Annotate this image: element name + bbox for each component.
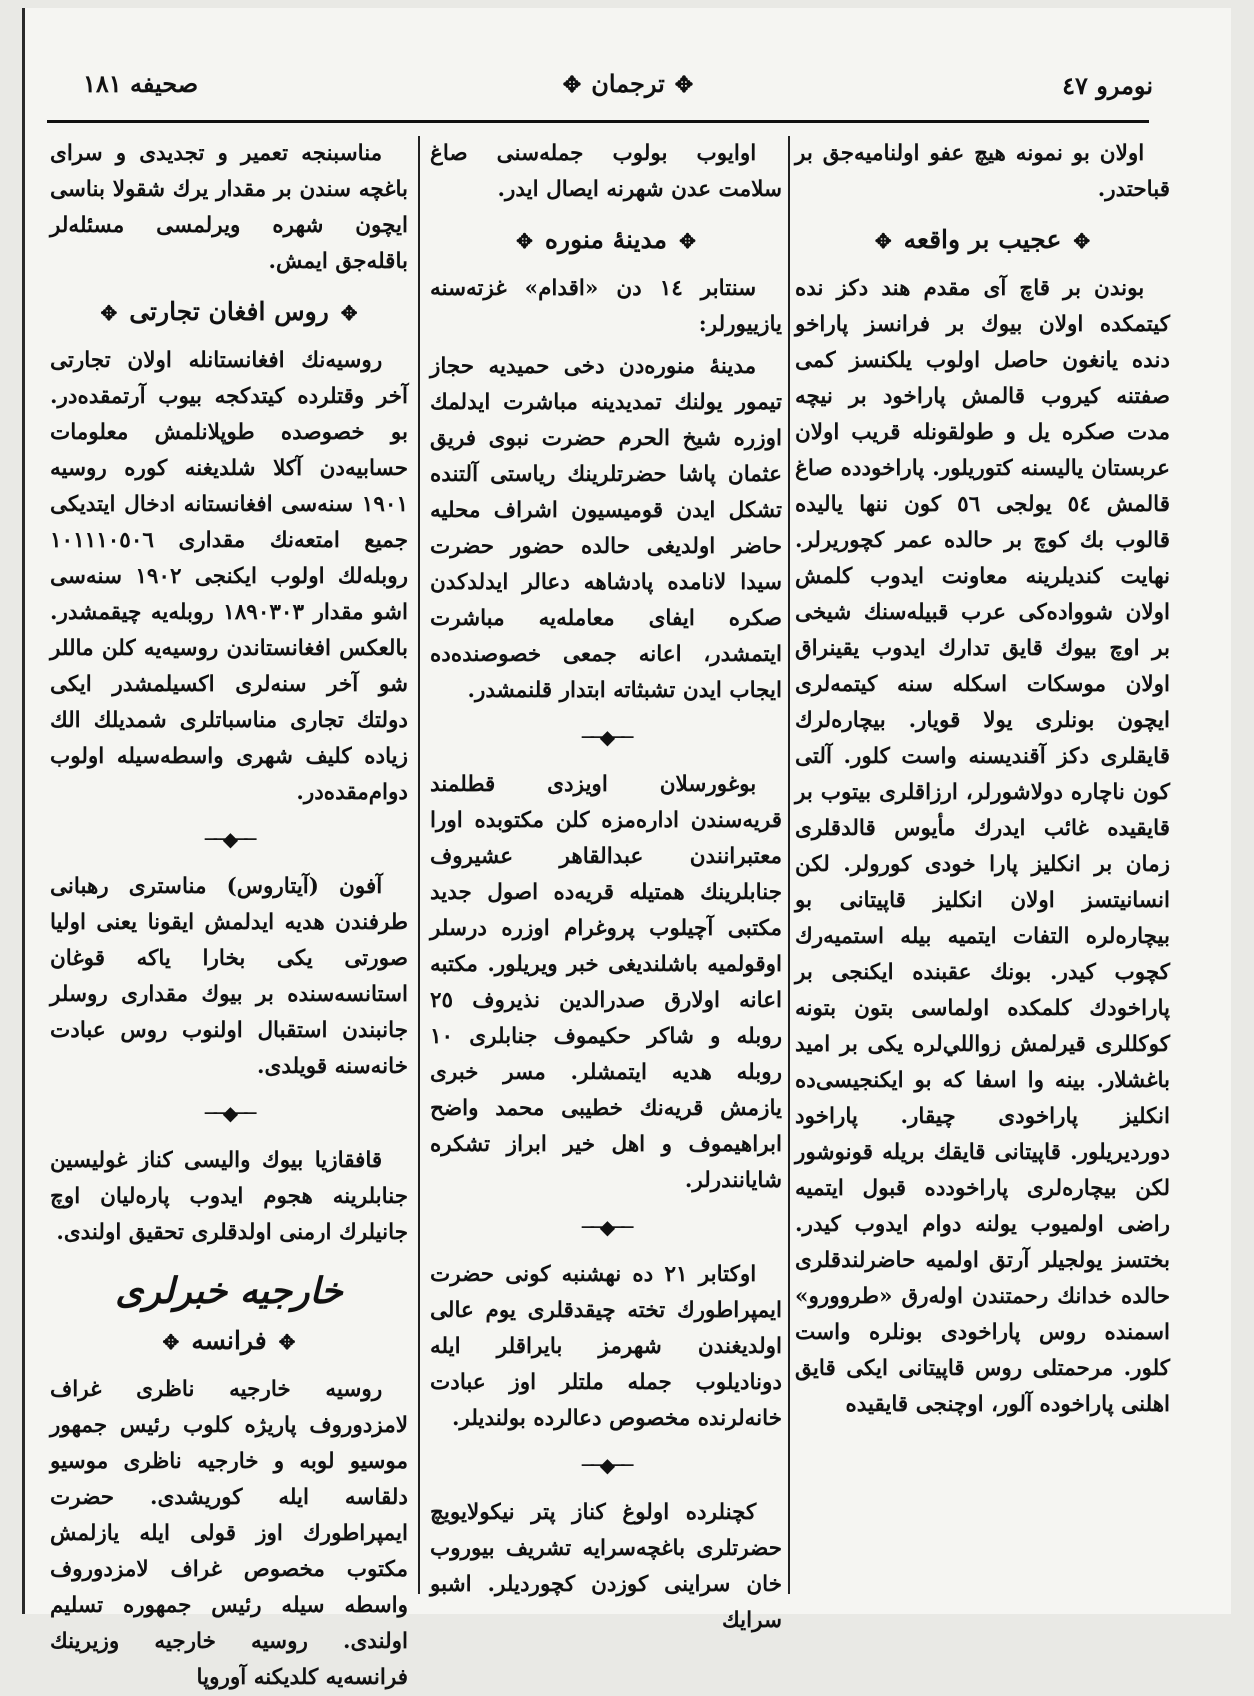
paragraph: روسيه خارجيه ناظری غراف لامزدوروف پاريژه كلوب رئيس جمهور موسيو لوبه و خارجيه ناظری موسيو دلقاسه ايله كوريشدی. حضرت ايمپراطورك اوز قولی ايله يازلمش مكتوب مخصوص غراف لامزدوروف واسطه سيله رئيس جمهوره تسليم اولندی. روسيه خارجيه وزيرينك فرانسه‌يه كلديكنه آوروپا — [50, 1377, 408, 1690]
column-left — [50, 136, 408, 1690]
ornament-icon: ✥ — [674, 72, 694, 98]
separator-icon: ──◆── — [581, 725, 631, 749]
column-divider — [418, 136, 420, 1594]
ornament-icon: ✥ — [162, 1330, 180, 1354]
newspaper-page — [22, 8, 1231, 1690]
column-right — [795, 136, 1170, 1594]
paragraph: سنتابر ١٤ دن «اقدام» غزته‌سنه يازييورلر: — [430, 276, 782, 337]
ornament-icon: ✥ — [100, 301, 118, 325]
page-number: صحيفه ١٨١ — [83, 69, 199, 98]
foreign-news-title: خارجيه خبرلری — [115, 1270, 343, 1312]
ornament-icon: ✥ — [874, 229, 892, 253]
newspaper-title — [553, 69, 703, 98]
paragraph: بوندن بر قاچ آی مقدم هند دكز نده كيتمكده اولان بيوك بر فرانسز پاراخو دنده يانغون حاصل اولوب يلكنسز كمی صفتنه كيروب قالمش پاراخود بر نيچه مدت صكره يل و طولقونله قريب اولان عربستان ياليسنه كتوريلور. پاراخودده صاغ قالمش ٥٤ يولجی ٥٦ كون ننها ياليده قالوب بك كوچ بر حالده عمر كچوريرلر. نهايت كنديلرينه معاونت ايدوب كلمش اولان شوواده‌كی عرب قبيله‌سنك شيخی بر اوچ بيوك قايق تدارك ايدوب يقينراق اولان موسكات اسكله سنه كيتمه‌لری ايچون بونلری يولا قويار. بيچاره‌لرك قايقلری دكز آقندیسنه واست كلور. آلتی كون ناچاره دولاشورلر، ارزاقلری بيتوب بر قايقيده غائب ايدرك مأيوس قالدقلری زمان بر انكليز پارا خودی كورولر. لكن انسانيتسز اولان انكليز قاپيتانی بو بيچاره‌لره التفات ايتميه بيله استميه‌رك كچوب كيدر. بونك عقبنده ايكنجی بر پاراخودك كلمكده اولماسی بتون بتونه كوكللری قيرلمش زواللي‌لره يكی بر اميد باغشلار. بينه وا اسفا كه بو ايكنجيسی‌ده انكليز پاراخودی چيقار. پاراخود دوردیريلور. قاپيتانی قايقك بريله قونوشور لكن بيچاره‌لری پاراخودده قبول ايتميه راضی اولميوب يولنه دوام ايدوب كيدر. بختسز يولجيلر آرتق اولميه حاضرلندقلری حالده خدانك رحمتندن اوله‌رق «طروورو» اسمنده روس پاراخودی بونلره واست كلور. مرحمتلی روس قاپيتانی ايكی قايق اهلنی پاراخوده آلور، اوچنجی قايقيده — [795, 276, 1170, 1417]
paragraph: مدينۀ منوره‌دن دخی حميديه حجاز تيمور يولنك تمديدينه مباشرت ايدلمك اوزره شيخ الحرم حضرت نبوی فريق عثمان پاشا حضرتلرينك رياستی آلتنده تشكل ايدن قوميسيون اشراف محليه حاضر اولديغی حالده حضور حضرت سيدا لانامده پادشاهه دعالر ايدلدكدن صكره ايفای معامله‌يه مباشرت ايتمشدر، اعانه جمعی خصوصنده‌ده ايجاب ايدن تشبثاته ابتدار قلنمشدر. — [430, 354, 782, 703]
issue-number: نومرو ٤٧ — [1062, 71, 1153, 100]
heading-text: عجيب بر واقعه — [903, 225, 1062, 254]
ornament-icon: ✥ — [340, 301, 358, 325]
section-heading — [50, 1323, 408, 1360]
paragraph: آفون (آيتاروس) مناستری رهبانی طرفندن هديه ايدلمش ايقونا يعنی اوليا صورتی يكی بخارا ياكه قوغان استانسه‌سنده بر بيوك مقداری روسلر جانبندن استقبال اولنوب روس عبادت خانه‌سنه قويلدی. — [50, 874, 408, 1079]
ornament-icon: ✥ — [679, 229, 696, 253]
column-divider — [788, 136, 790, 1594]
heading-text: فرانسه — [191, 1326, 267, 1355]
header-rule — [47, 120, 1149, 123]
separator-icon: ──◆── — [204, 1101, 254, 1125]
ornament-icon: ✥ — [562, 72, 582, 98]
separator-icon: ──◆── — [204, 827, 254, 851]
paragraph: بوغورسلان اويزدی قطلمند قريه‌سندن اداره‌مزه كلن مكتوبده اورا معتبرانندن عبدالقاهر عشيروف جنابلرينك همتيله قريه‌ده اصول جديد مكتبی آچيلوب پروغرام اوزره درسلر اوقولميه باشلنديغی خبر ويريلور. مكتبه اعانه اولارق صدرالدين نذيروف ٢٥ روبله و شاكر حكيموف جنابلری ١٠ روبله هديه ايتمشلر. مسر خبری يازمش قريه‌نك خطيبی محمد واضح ابراهيموف و اهل خير ابراز تشكره شايانندرلر. — [430, 772, 782, 1193]
heading-text: مدينۀ منوره — [544, 225, 668, 254]
paragraph: اوكتابر ٢١ ده نهشنبه كونی حضرت ايمپراطورك تخته چيقدقلری يوم عالی اولديغندن شهرمز بايراقلر ايله دوناديلوب جمله ملتلر اوز عبادت خانه‌لرنده مخصوص دعالرده بولنديلر. — [430, 1262, 782, 1431]
separator-icon: ──◆── — [581, 1215, 631, 1239]
paragraph: كچنلرده اولوغ كناز پتر نيكولايويچ حضرتلری باغچه‌سرايه تشريف بيوروب خان سراينی كوزدن كچورديلر. اشبو سرايك — [430, 1500, 782, 1633]
section-heading — [50, 294, 408, 331]
section-heading — [430, 222, 782, 259]
paragraph: اولان بو نمونه هيچ عفو اولناميه‌جق بر قباحتدر. — [795, 141, 1170, 202]
separator-icon: ──◆── — [581, 1453, 631, 1477]
ornament-icon: ✥ — [516, 229, 533, 253]
paragraph: مناسبنجه تعمير و تجديدی و سرای باغچه سندن بر مقدار يرك شقولا بناسی ايچون شهره ويرلمسی مسئله‌لر باقله‌جق ايمش. — [50, 141, 408, 274]
ornament-icon: ✥ — [278, 1330, 296, 1354]
heading-text: روس افغان تجارتی — [129, 297, 329, 326]
section-heading — [795, 222, 1170, 259]
page-header — [43, 63, 1213, 103]
paragraph: قافقازيا بيوك واليسی كناز غوليسين جنابلرينه هجوم ايدوب پاره‌ليان اوچ جانيلرك ارمنی اولدقلری تحقيق اولندی. — [50, 1148, 408, 1245]
column-middle — [430, 136, 782, 1633]
paragraph: اوايوب بولوب جمله‌سنی صاغ سلامت عدن شهرنه ايصال ايدر. — [430, 141, 782, 202]
paragraph: روسيه‌نك افغانستانله اولان تجارتی آخر وقتلرده كيتدكجه بيوب آرتمقده‌در. بو خصوصده طوپلانلمش معلومات حسابيه‌دن آكلا شلديغنه كوره روسيه ١٩٠١ سنه‌سی افغانستانه ادخال ايتديكی جميع امتعه‌نك مقداری ١٠١١١٠٥٠٦ روبله‌لك اولوب ايكنجی ١٩٠٢ سنه‌سی اشو مقدار ١٨٩٠٣٠٣ روبله‌يه چيقمشدر. بالعكس افغانستاندن روسيه‌يه كلن ماللر شو آخر سنه‌لری اكسيلمشدر ايكی دولتك تجاری مناسباتلری شمديلك الك زياده كليف شهری واسطه‌سيله اولوب دوام‌مقده‌در. — [50, 348, 408, 805]
ornament-icon: ✥ — [1073, 229, 1091, 253]
masthead-title: ترجمان — [591, 69, 665, 98]
